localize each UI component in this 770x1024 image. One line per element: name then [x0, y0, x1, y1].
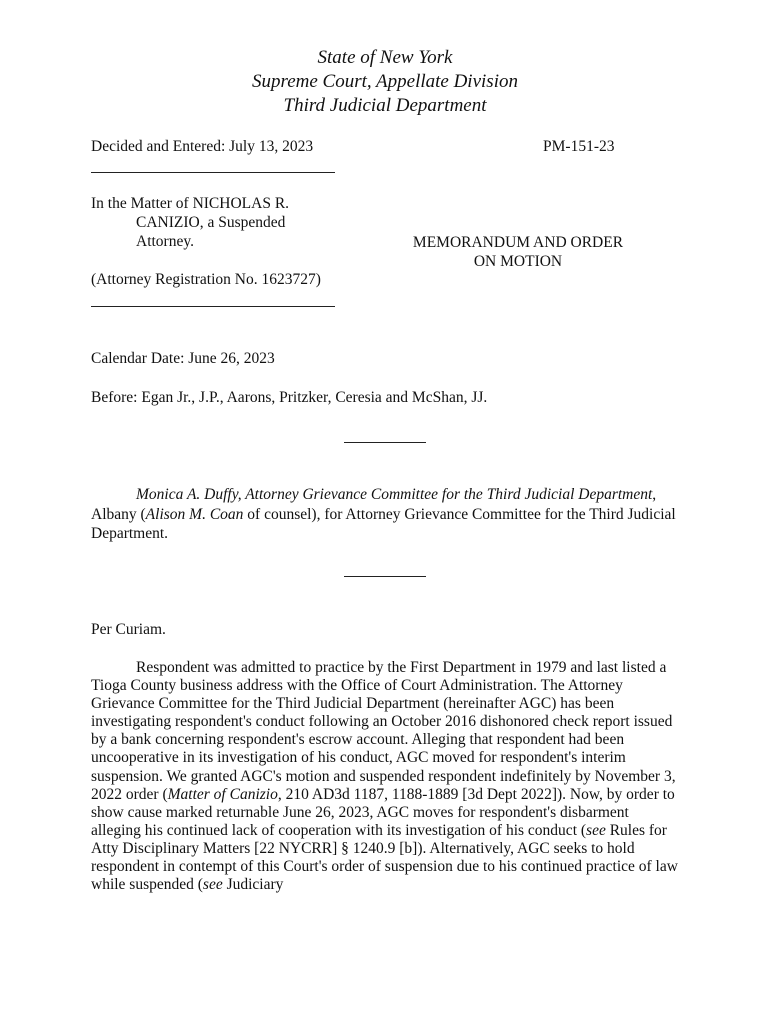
per-curiam: Per Curiam. [91, 621, 166, 638]
counsel-paragraph: Monica A. Duffy, Attorney Grievance Committee for the Third Judicial Department, Albany (Alison M. Coan of counsel), for Attorney Grievance Committee for the Third Judicial Department. [91, 486, 676, 542]
memorandum-line-1: MEMORANDUM AND ORDER [412, 234, 624, 251]
caption-rule-top [91, 172, 335, 173]
calendar-date: Calendar Date: June 26, 2023 [91, 350, 275, 367]
court-department: Third Judicial Department [283, 95, 487, 116]
matter-caption [91, 194, 391, 289]
docket-number: PM-151-23 [543, 138, 615, 155]
caption-rule-bottom [91, 306, 335, 307]
matter-line-1: In the Matter of NICHOLAS R. [91, 195, 290, 212]
memorandum-title [380, 233, 656, 271]
separator-rule-1 [344, 442, 426, 443]
memorandum-line-2: ON MOTION [473, 253, 563, 270]
of-counsel-name: Alison M. Coan [145, 505, 244, 523]
court-header [0, 46, 770, 118]
case-citation: Matter of Canizio [167, 785, 278, 803]
court-state: State of New York [317, 47, 453, 68]
court-name: Supreme Court, Appellate Division [252, 71, 518, 92]
panel-judges: Before: Egan Jr., J.P., Aarons, Pritzker, Ceresia and McShan, JJ. [91, 389, 488, 406]
separator-rule-2 [344, 576, 426, 577]
attorney-registration: (Attorney Registration No. 1623727) [91, 271, 321, 288]
opinion-paragraph: Respondent was admitted to practice by the First Department in 1979 and last listed a Tioga County business address with the Office of Court Administration. The Attorney Grievance Committee for the Third Judicial Department (hereinafter AGC) has been investigating respondent's conduct following an October 2016 dishonored check report issued by a bank concerning respondent's escrow account. Alleging that respondent had been uncooperative in its investigation of his conduct, AGC moved for respondent's interim suspension. We granted AGC's motion and suspended respondent indefinitely by November 3, 2022 order (Matter of Canizio, 210 AD3d 1187, 1188-1889 [3d Dept 2022]). Now, by order to show cause marked returnable June 26, 2023, AGC moves for respondent's disbarment alleging his continued lack of cooperation with its investigation of his conduct (see Rules for Atty Disciplinary Matters [22 NYCRR] § 1240.9 [b]). Alternatively, AGC seeks to hold respondent in contempt of this Court's order of suspension due to his continued practice of law while suspended (see Judiciary [91, 659, 678, 894]
counsel-name: Monica A. Duffy, Attorney Grievance Committee for the Third Judicial Department [136, 486, 653, 503]
decided-date: Decided and Entered: July 13, 2023 [91, 138, 314, 155]
matter-line-2: CANIZIO, a Suspended [136, 214, 286, 231]
matter-line-3: Attorney. [136, 233, 194, 250]
